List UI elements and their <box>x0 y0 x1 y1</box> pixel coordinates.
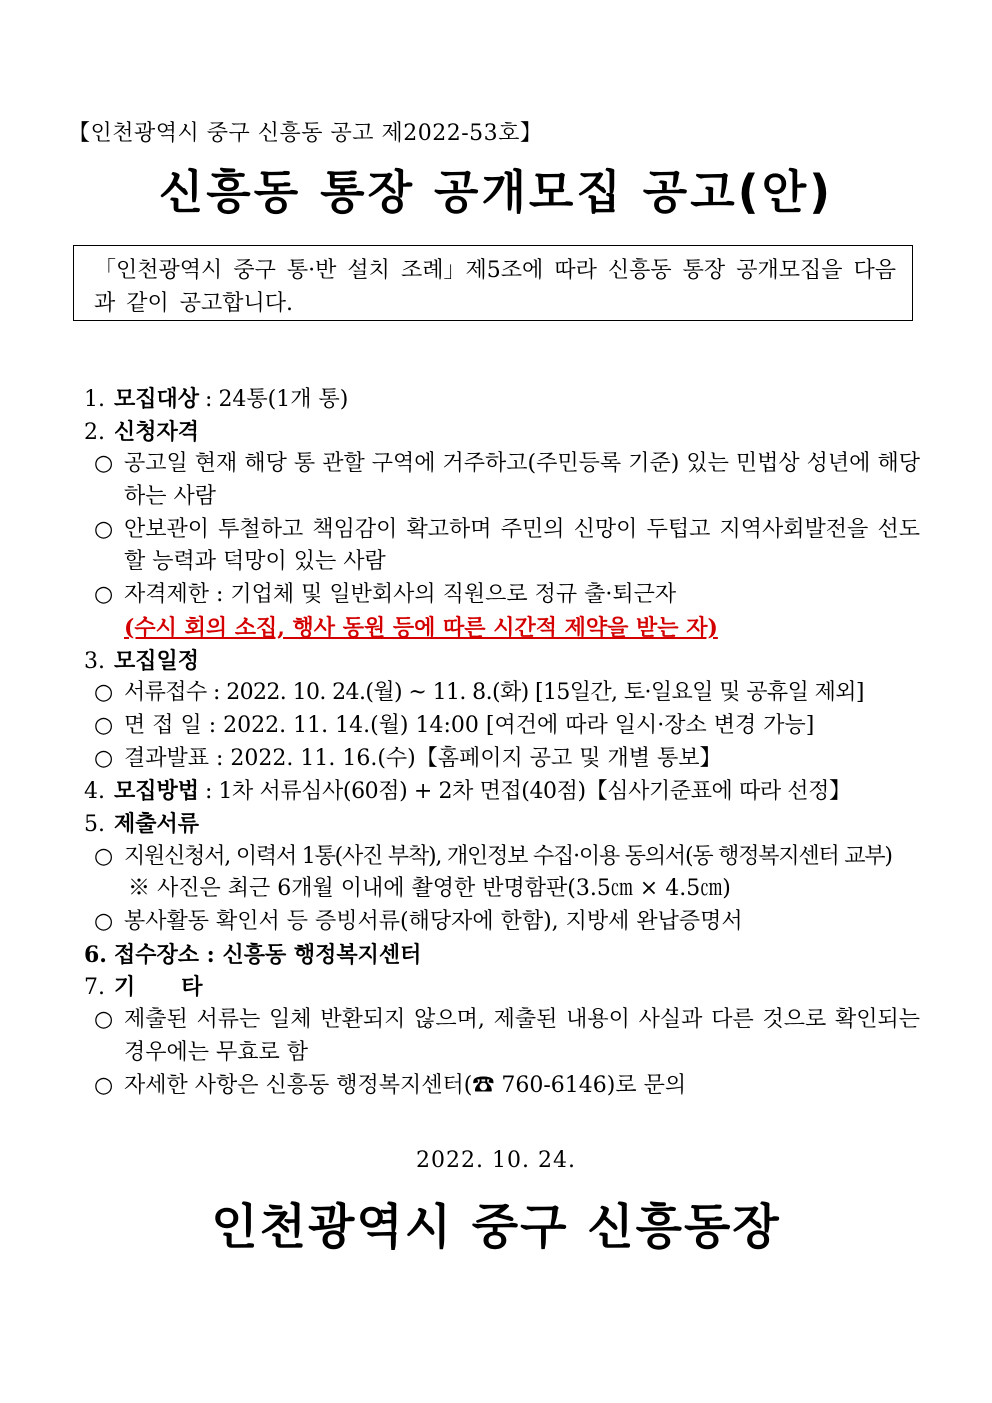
notice-number: 【인천광역시 중구 신흥동 공고 제2022-53호】 <box>68 121 543 146</box>
section-5-documents <box>84 808 924 841</box>
section-text: 1차 서류심사(60점) + 2차 면접(40점)【심사기준표에 따라 선정】 <box>218 779 851 805</box>
list-item-text: 결과발표 : 2022. 11. 16.(수)【홈페이지 공고 및 개별 통보】 <box>124 745 722 771</box>
list-item-text: 안보관이 투철하고 책임감이 확고하며 주민의 신망이 두텁고 지역사회발전을 선도할 능력과 덕망이 있는 사람 <box>124 516 920 575</box>
signer-name: 인천광역시 중구 신흥동장 <box>211 1199 781 1255</box>
list-item-text: 제출된 서류는 일체 반환되지 않으며, 제출된 내용이 사실과 다른 것으로 확인되는 경우에는 무효로 함 <box>124 1007 920 1065</box>
intro-text: 「인천광역시 중구 통·반 설치 조례」제5조에 따라 신흥동 통장 공개모집을 다음과 같이 공고합니다. <box>94 258 896 316</box>
list-item <box>84 1004 920 1069</box>
section-number: 4. <box>84 779 105 805</box>
list-item <box>84 1070 920 1103</box>
list-item-text: 자격제한 : 기업체 및 일반회사의 직원으로 정규 출·퇴근자 <box>124 582 677 608</box>
list-item <box>84 841 920 874</box>
section-label: 신청자격 <box>114 418 200 445</box>
restriction-note: (수시 회의 소집, 행사 동원 등에 따른 시간적 제약을 받는 자) <box>124 614 718 641</box>
photo-note: ※ 사진은 최근 6개월 이내에 촬영한 반명함판(3.5㎝ × 4.5㎝) <box>128 876 731 902</box>
section-2-eligibility <box>84 416 924 449</box>
section-6-submission-place <box>84 939 924 972</box>
list-item <box>84 906 920 939</box>
circle-bullet-icon: ○ <box>94 680 114 706</box>
section-number: 6. <box>84 941 107 968</box>
section-4-selection-method <box>84 775 924 808</box>
section-label: 모집대상 <box>114 386 200 412</box>
section-number: 3. <box>84 648 105 674</box>
section-text: 접수장소 : 신흥동 행정복지센터 <box>114 941 422 968</box>
list-item-text: 공고일 현재 해당 통 관할 구역에 거주하고(주민등록 기준) 있는 민법상 성년에 해당하는 사람 <box>124 451 920 510</box>
notice-date: 2022. 10. 24. <box>416 1148 576 1173</box>
list-item <box>84 448 920 513</box>
list-item <box>84 743 920 776</box>
section-7-other <box>84 971 924 1004</box>
circle-bullet-icon: ○ <box>94 909 114 935</box>
list-item-text: 봉사활동 확인서 등 증빙서류(해당자에 한함), 지방세 완납증명서 <box>124 909 743 935</box>
list-item <box>84 677 920 710</box>
section-1-recruitment-target <box>84 383 924 416</box>
list-item-text: 자세한 사항은 신흥동 행정복지센터(☎ 760-6146)로 문의 <box>124 1072 687 1098</box>
section-label: 기 타 <box>114 974 203 1001</box>
circle-bullet-icon: ○ <box>94 516 114 542</box>
list-item-text: 지원신청서, 이력서 1통(사진 부착), 개인정보 수집·이용 동의서(동 행정복지센터 교부) <box>124 843 892 869</box>
section-label: 모집방법 <box>114 778 200 805</box>
circle-bullet-icon: ○ <box>94 451 114 477</box>
section-label: 제출서류 <box>114 811 200 837</box>
circle-bullet-icon: ○ <box>94 843 114 869</box>
list-item <box>84 710 920 743</box>
notice-sections <box>84 383 924 1102</box>
list-item-text: 서류접수 : 2022. 10. 24.(월) ~ 11. 8.(화) [15일간, 토·일요일 및 공휴일 제외] <box>124 680 864 706</box>
section-separator: : <box>205 779 213 805</box>
section-number: 5. <box>84 812 105 837</box>
circle-bullet-icon: ○ <box>94 1007 114 1033</box>
circle-bullet-icon: ○ <box>94 1072 114 1098</box>
list-item-text: 면 접 일 : 2022. 11. 14.(월) 14:00 [여건에 따라 일시·장소 변경 가능] <box>124 712 815 738</box>
page-title: 신흥동 통장 공개모집 공고(안) <box>158 165 834 219</box>
list-item <box>84 514 920 579</box>
section-3-schedule <box>84 645 924 678</box>
circle-bullet-icon: ○ <box>94 745 114 771</box>
circle-bullet-icon: ○ <box>94 712 114 738</box>
intro-box <box>73 245 913 321</box>
section-number: 7. <box>84 975 105 1001</box>
section-number: 2. <box>84 419 105 445</box>
circle-bullet-icon: ○ <box>94 582 114 608</box>
list-item <box>84 579 920 612</box>
section-separator: : <box>205 387 213 412</box>
section-number: 1. <box>84 387 105 412</box>
section-text: 24통(1개 통) <box>218 387 349 412</box>
section-label: 모집일정 <box>114 647 200 674</box>
